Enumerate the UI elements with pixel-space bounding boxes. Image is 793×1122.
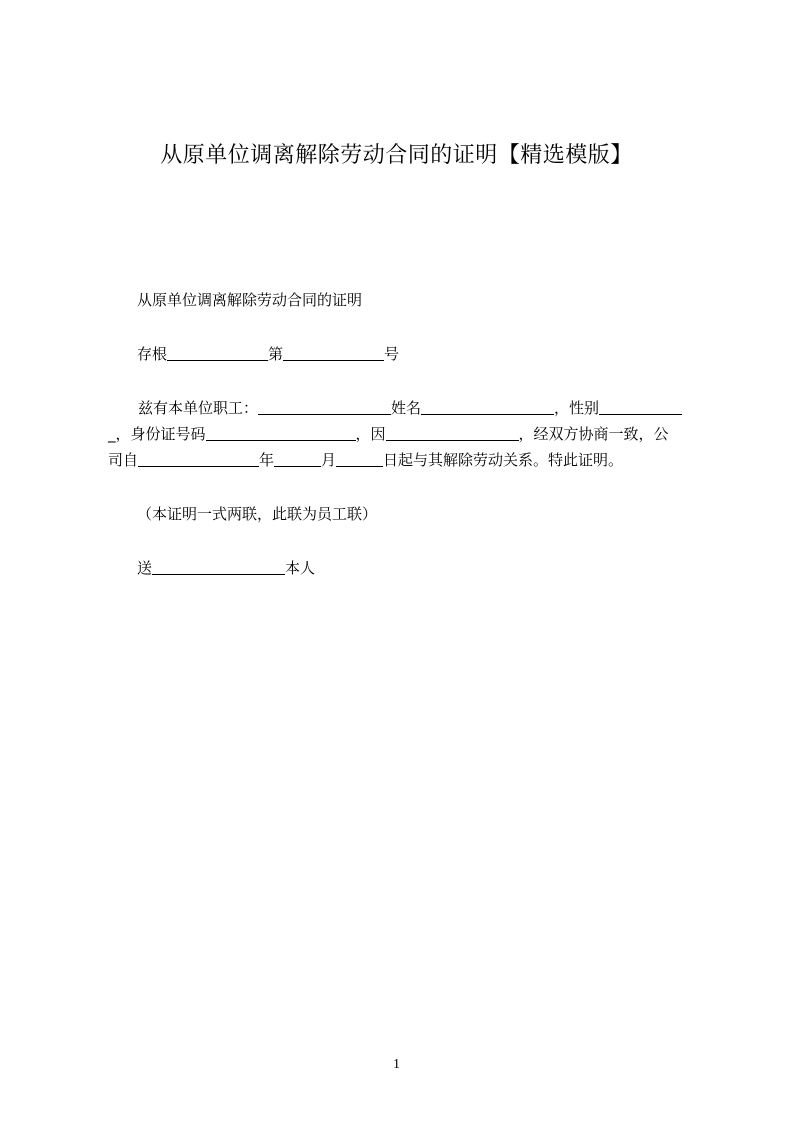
month-label: 月 <box>321 451 337 469</box>
termination-text: 日起与其解除劳动关系。特此证明。 <box>383 451 624 469</box>
body-line-2 <box>108 421 704 447</box>
stub-suffix: 号 <box>384 345 400 363</box>
reason-blank-field[interactable] <box>386 423 519 441</box>
stub-line <box>137 341 399 367</box>
company-from-label: 司自 <box>108 451 139 469</box>
document-subtitle: 从原单位调离解除劳动合同的证明 <box>137 291 363 309</box>
stub-number-blank-field[interactable] <box>283 343 384 361</box>
consensus-text: ，经双方协商一致，公 <box>518 425 669 443</box>
document-title: 从原单位调离解除劳动合同的证明【精选模版】 <box>160 143 633 168</box>
recipient-blank-field[interactable] <box>152 557 285 575</box>
reason-label: ，因 <box>355 425 386 443</box>
send-suffix: 本人 <box>285 559 316 577</box>
body-line-3 <box>108 447 704 473</box>
body-employee-label: 兹有本单位职工： <box>138 399 259 417</box>
copy-note: （本证明一式两联，此联为员工联） <box>137 505 378 523</box>
send-prefix: 送 <box>137 559 153 577</box>
certificate-body <box>108 395 704 473</box>
gender-label: ，性别 <box>554 399 600 417</box>
stub-blank-field[interactable] <box>167 343 268 361</box>
gender-blank-field[interactable] <box>599 397 682 415</box>
page-number: 1 <box>393 1057 400 1072</box>
day-blank-field[interactable] <box>336 449 383 467</box>
id-number-label: _，身份证号码 <box>108 425 206 443</box>
name-label: 姓名 <box>391 399 422 417</box>
stub-prefix: 存根 <box>137 345 168 363</box>
employee-blank-field[interactable] <box>258 397 391 415</box>
body-line-1 <box>108 395 704 421</box>
name-blank-field[interactable] <box>421 397 554 415</box>
month-blank-field[interactable] <box>274 449 321 467</box>
year-blank-field[interactable] <box>138 449 259 467</box>
id-number-blank-field[interactable] <box>206 423 356 441</box>
send-line <box>137 555 315 581</box>
stub-middle: 第 <box>268 345 284 363</box>
year-label: 年 <box>259 451 275 469</box>
